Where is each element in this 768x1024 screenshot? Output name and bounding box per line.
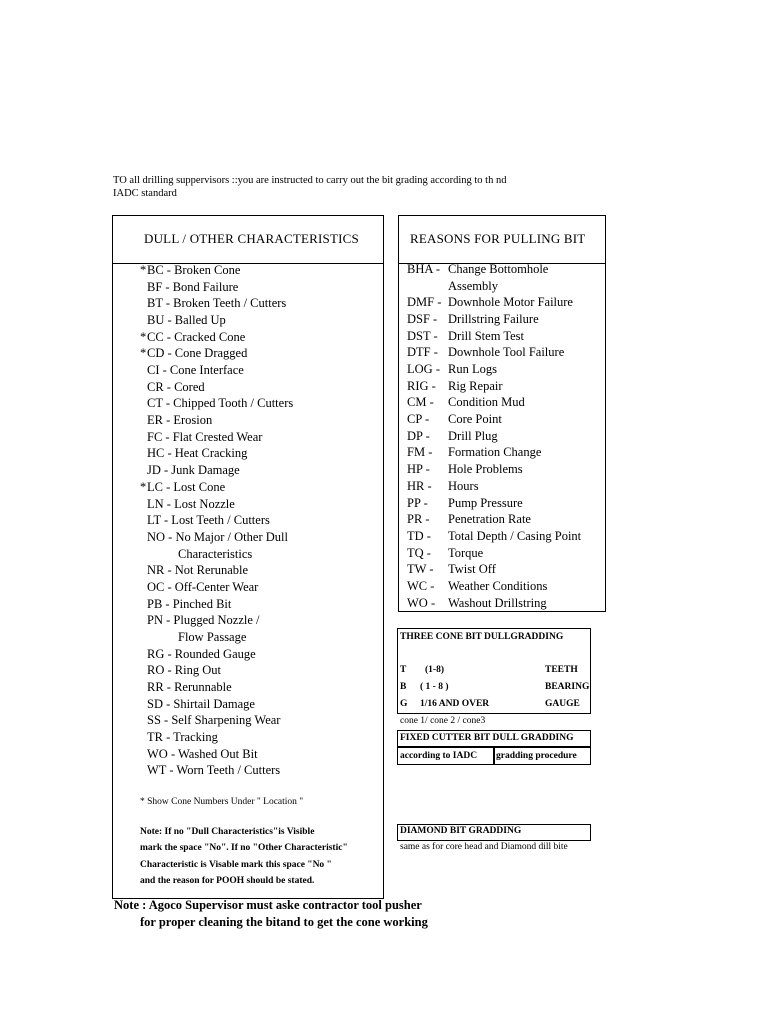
dull-item: [140, 579, 258, 596]
dull-item-text: ER - Erosion: [147, 413, 213, 428]
three-cone-row-letter: G: [400, 699, 408, 709]
dull-item: [140, 329, 245, 346]
reason-description: Downhole Tool Failure: [448, 345, 565, 360]
dull-item-star: *: [140, 346, 147, 361]
dull-note-line: and the reason for POOH should be stated.: [140, 875, 315, 886]
reason-description: Drill Plug: [448, 428, 498, 443]
three-cone-row-letter: B: [400, 682, 407, 692]
dull-item-text: LN - Lost Nozzle: [147, 496, 235, 511]
dull-item: [178, 546, 252, 563]
reason-code: DTF -: [407, 345, 438, 360]
reason-code: HR -: [407, 478, 432, 493]
dull-item-text: CR - Cored: [147, 379, 205, 394]
dull-item-text: CD - Cone Dragged: [147, 346, 248, 361]
reason-code: DST -: [407, 328, 438, 343]
three-cone-title: THREE CONE BIT DULLGRADDING: [400, 632, 564, 642]
dull-item: [140, 496, 235, 513]
dull-item-star: *: [140, 329, 147, 344]
reason-description: Hole Problems: [448, 462, 523, 477]
dull-note-line: Note: If no "Dull Characteristics"is Visible: [140, 827, 315, 837]
reason-description: Run Logs: [448, 362, 497, 377]
footer-note-line-1: Note : Agoco Supervisor must aske contractor tool pusher: [114, 898, 422, 912]
dull-item: [140, 596, 231, 613]
dull-item: [140, 479, 225, 496]
intro-line-2: IADC standard: [113, 188, 177, 199]
dull-item: [140, 729, 218, 746]
reason-description: Formation Change: [448, 445, 542, 460]
reasons-side-mark: [605, 313, 606, 327]
dull-item: [140, 612, 259, 629]
dull-item-text: NR - Not Rerunable: [147, 563, 249, 578]
cone-numbers-note: * Show Cone Numbers Under " Location ": [140, 797, 304, 807]
dull-item: [140, 295, 286, 312]
dull-item-text: OC - Off-Center Wear: [147, 579, 259, 594]
reason-description: Drillstring Failure: [448, 312, 539, 327]
dull-item-star: *: [140, 263, 147, 277]
cone-sequence: cone 1/ cone 2 / cone3: [400, 716, 486, 726]
diamond-note: same as for core head and Diamond dill bite: [400, 842, 568, 852]
reason-code: LOG -: [407, 362, 440, 377]
three-cone-row-range: ( 1 - 8 ): [420, 682, 449, 692]
reason-code: CP -: [407, 412, 430, 427]
dull-item-text: CI - Cone Interface: [147, 363, 244, 378]
reason-description: Torque: [448, 545, 484, 560]
reason-description: Twist Off: [448, 562, 496, 577]
reason-code: HP -: [407, 462, 430, 477]
dull-item-text: WO - Washed Out Bit: [147, 746, 258, 761]
dull-item-text: BF - Bond Failure: [147, 279, 239, 294]
dull-item: [140, 562, 248, 579]
dull-item-star: *: [140, 479, 147, 494]
reason-code: BHA -: [407, 262, 440, 276]
dull-item: [140, 662, 221, 679]
dull-header: DULL / OTHER CHARACTERISTICS: [144, 231, 359, 246]
dull-item-text: Flow Passage: [178, 629, 247, 644]
reason-code: DP -: [407, 428, 430, 443]
reason-description: Penetration Rate: [448, 512, 531, 527]
reason-description: Weather Conditions: [448, 578, 548, 593]
dull-item-text: WT - Worn Teeth / Cutters: [147, 763, 281, 778]
reason-description: Downhole Motor Failure: [448, 295, 573, 310]
dull-item-text: BU - Balled Up: [147, 313, 226, 328]
reason-code: WO -: [407, 595, 436, 610]
dull-item: [140, 696, 255, 713]
dull-item-text: TR - Tracking: [147, 730, 218, 745]
dull-item: [140, 646, 256, 663]
dull-item: [178, 629, 246, 646]
reasons-side-mark-2: [605, 494, 606, 504]
dull-item: [140, 445, 247, 462]
reasons-header: REASONS FOR PULLING BIT: [410, 231, 586, 246]
dull-item-text: PB - Pinched Bit: [147, 596, 232, 611]
footer-note-line-2: for proper cleaning the bitand to get the cone working: [140, 915, 428, 929]
dull-item: [140, 379, 205, 396]
dull-item: [140, 529, 288, 546]
reason-code: TD -: [407, 528, 431, 543]
three-cone-row-label: TEETH: [545, 665, 578, 675]
dull-item-text: BT - Broken Teeth / Cutters: [147, 296, 287, 311]
reason-code: DSF -: [407, 312, 438, 327]
dull-item-text: BC - Broken Cone: [147, 263, 241, 277]
reason-description: Condition Mud: [448, 395, 525, 410]
intro-line-1: TO all drilling suppervisors ::you are instructed to carry out the bit grading according to th nd: [113, 175, 507, 186]
dull-item-text: RG - Rounded Gauge: [147, 646, 256, 661]
reason-description: Drill Stem Test: [448, 328, 524, 343]
dull-item: [140, 462, 240, 479]
dull-item: [140, 679, 232, 696]
reason-description: Rig Repair: [448, 378, 503, 393]
reason-description: Pump Pressure: [448, 495, 523, 510]
reason-code: RIG -: [407, 378, 436, 393]
three-cone-row-label: BEARING: [545, 682, 590, 692]
dull-item: [140, 762, 280, 779]
reason-description: Washout Drillstring: [448, 595, 547, 610]
diamond-title: DIAMOND BIT GRADDING: [400, 826, 522, 836]
dull-item-text: LC - Lost Cone: [147, 479, 226, 494]
dull-item-text: SD - Shirtail Damage: [147, 696, 255, 711]
fixed-cutter-left: according to IADC: [400, 751, 478, 761]
reason-description: Core Point: [448, 412, 502, 427]
dull-item: [140, 746, 258, 763]
dull-item-text: FC - Flat Crested Wear: [147, 429, 263, 444]
dull-note-line: Characteristic is Visable mark this space "No ": [140, 859, 332, 870]
reason-code: TW -: [407, 562, 434, 577]
dull-item-text: NO - No Major / Other Dull: [147, 529, 288, 544]
fixed-cutter-right: gradding procedure: [496, 751, 577, 761]
dull-item: [140, 312, 226, 329]
reason-code: CM -: [407, 395, 434, 410]
dull-item: [140, 262, 240, 279]
reason-description: Change Bottomhole: [448, 262, 549, 276]
reason-code: PP -: [407, 495, 428, 510]
dull-item-text: SS - Self Sharpening Wear: [147, 713, 281, 728]
dull-item-text: Characteristics: [178, 546, 253, 561]
reason-code: TQ -: [407, 545, 431, 560]
dull-note-line: mark the space "No". If no "Other Characteristic": [140, 843, 348, 854]
dull-item: [140, 279, 238, 296]
dull-item: [140, 712, 280, 729]
dull-item-text: CC - Cracked Cone: [147, 329, 246, 344]
reason-code: PR -: [407, 512, 430, 527]
dull-item-text: JD - Junk Damage: [147, 463, 240, 478]
three-cone-row-range: 1/16 AND OVER: [420, 699, 490, 709]
reason-code: WC -: [407, 578, 435, 593]
reason-code: DMF -: [407, 295, 442, 310]
dull-item: [140, 362, 244, 379]
reason-description: Assembly: [448, 278, 498, 293]
dull-item-text: CT - Chipped Tooth / Cutters: [147, 396, 294, 411]
dull-item-text: RR - Rerunnable: [147, 680, 232, 694]
dull-item-text: PN - Plugged Nozzle /: [147, 613, 260, 628]
three-cone-row-letter: T: [400, 665, 407, 675]
reason-description: Total Depth / Casing Point: [448, 528, 582, 543]
dull-item: [140, 395, 293, 412]
three-cone-row-range: (1-8): [425, 665, 444, 675]
dull-item: [140, 345, 247, 362]
dull-item-text: RO - Ring Out: [147, 663, 221, 678]
fixed-cutter-title: FIXED CUTTER BIT DULL GRADDING: [400, 733, 574, 743]
dull-item: [140, 429, 262, 446]
three-cone-row-label: GAUGE: [545, 699, 580, 709]
reason-code: FM -: [407, 445, 433, 460]
reason-description: Hours: [448, 478, 479, 493]
dull-item-text: LT - Lost Teeth / Cutters: [147, 513, 270, 528]
dull-item-text: HC - Heat Cracking: [147, 446, 248, 461]
dull-item: [140, 512, 270, 529]
dull-item: [140, 412, 212, 429]
